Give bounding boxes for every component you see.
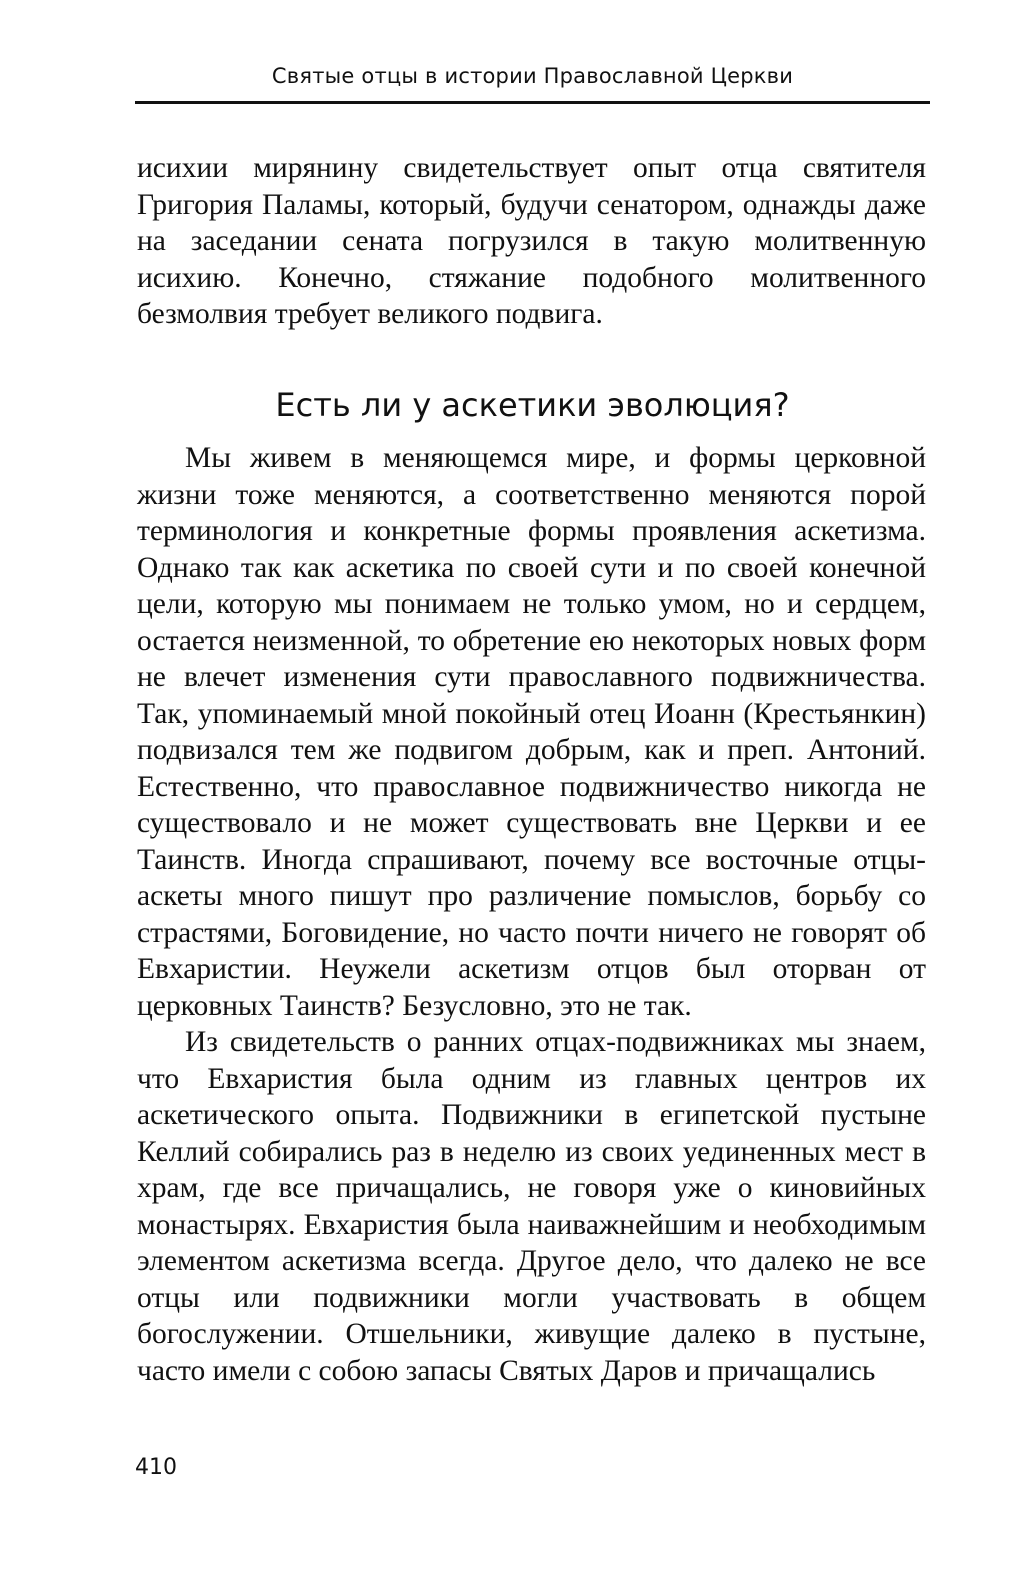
header-rule [135, 101, 930, 104]
page-number: 410 [135, 1455, 177, 1480]
running-head: Святые отцы в истории Православной Церкви [271, 64, 794, 88]
main-text-block [137, 440, 926, 1389]
continued-paragraph: исихии мирянину свидетельствует опыт отца святителя Григория Паламы, который, будучи сенатором, однажды даже на заседании сената погрузился в такую молитвенную исихию. Конечно, стяжание подобного молитвенного безмолвия требует великого подвига. [137, 152, 926, 330]
paragraph-1: Мы живем в меняющемся мире, и формы церковной жизни тоже меняются, а соответственно меняются порой терминология и конкретные формы проявления аскетизма. Однако так как аскетика по своей сути и по своей конечной цели, которую мы понимаем не только умом, но и сердцем, остается неизменной, то обретение ею некоторых новых форм не влечет изменения сути православного подвижничества. Так, упоминаемый мной покойный отец Иоанн (Крестьянкин) подвизался тем же подвигом добрым, как и преп. Антоний. Естественно, что православное подвижничество никогда не существовало и не может существовать вне Церкви и ее Таинств. Иногда спрашивают, почему все восточные отцы-аскеты много пишут про различение помыслов, борьбу со страстями, Боговидение, но часто почти ничего не говорят об Евхаристии. Неужели аскетизм отцов был оторван от церковных Таинств? Безусловно, это не так. [137, 442, 926, 1022]
section-heading: Есть ли у аскетики эволюция? [275, 386, 790, 424]
paragraph-2: Из свидетельств о ранних отцах-подвижниках мы знаем, что Евхаристия была одним из главных центров их аскетического опыта. Подвижники в египетской пустыне Келлий собирались раз в неделю из своих уединенных мест в храм, где все причащались, не говоря уже о киновийных монастырях. Евхаристия была наиважнейшим и необходимым элементом аскетизма всегда. Другое дело, что далеко не все отцы или подвижники могли участвовать в общем богослужении. Отшельники, живущие далеко в пустыне, часто имели с собою запасы Святых Даров и причащались [137, 1026, 926, 1387]
continued-text-block [137, 150, 926, 333]
